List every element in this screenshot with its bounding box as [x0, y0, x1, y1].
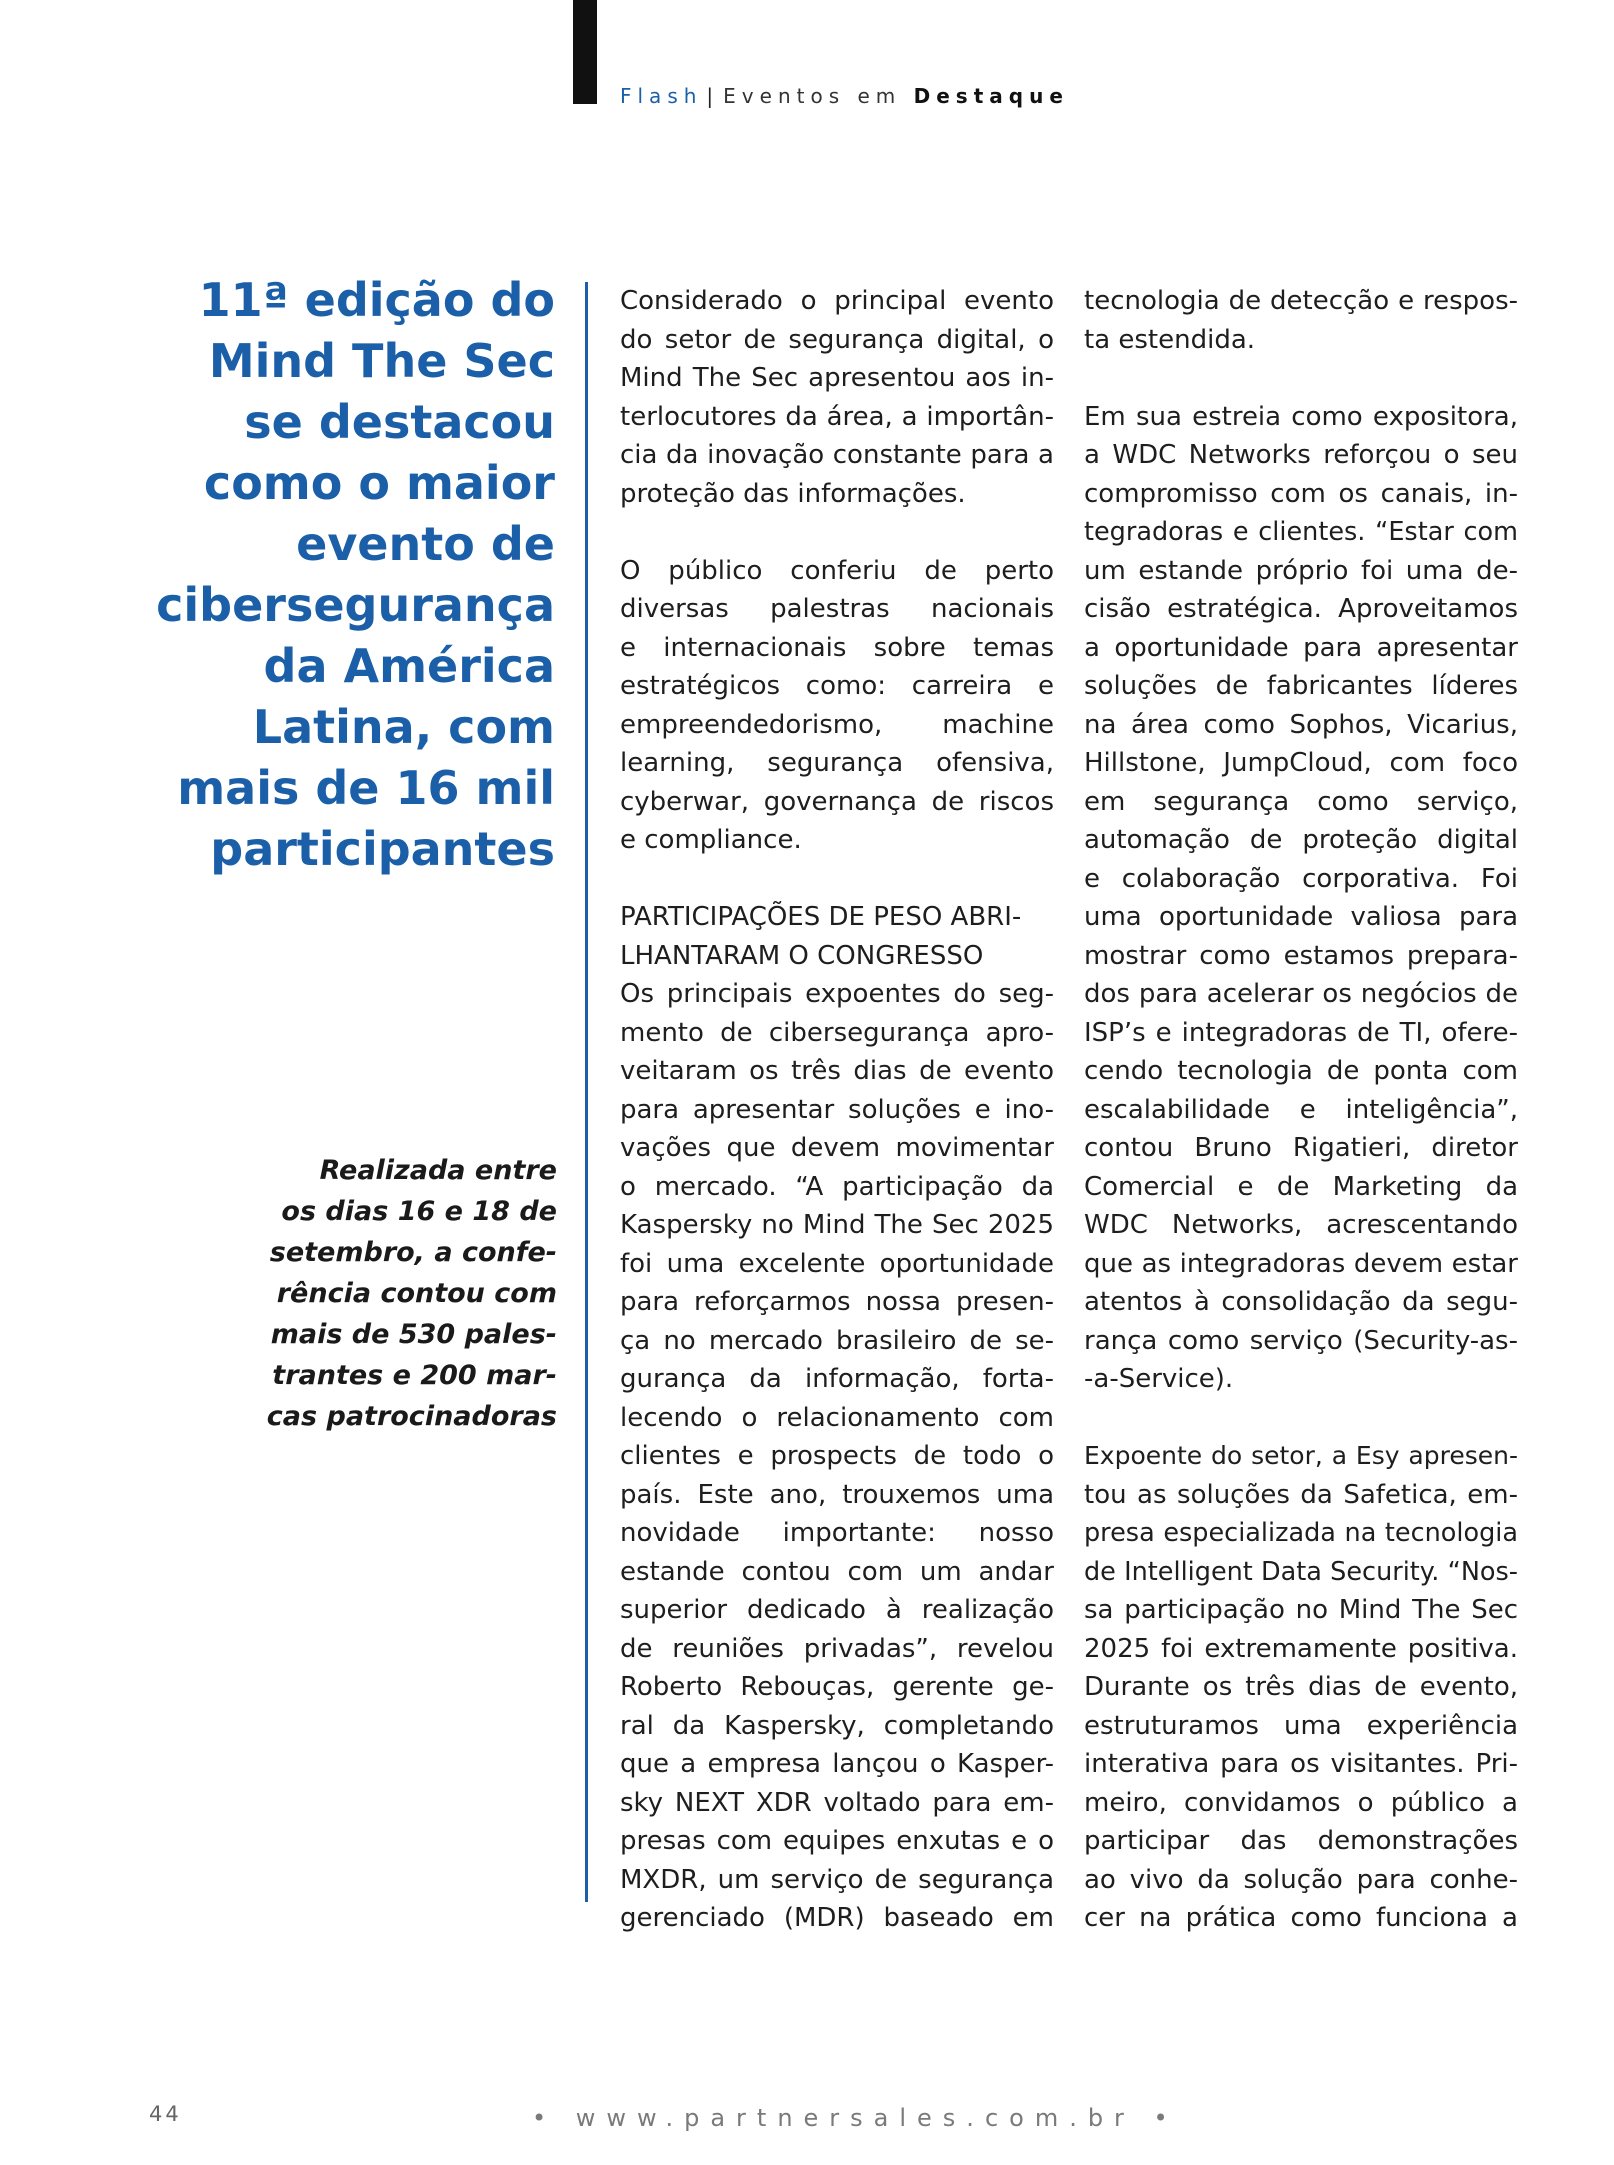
- text-line: veitaram os três dias de evento: [620, 1056, 1054, 1086]
- text-line: ral da Kaspersky, completando: [620, 1710, 1054, 1741]
- blurb-line: rência contou com: [276, 1278, 557, 1309]
- headline-line: se destacou: [244, 395, 555, 449]
- text-line: cyberwar, governança de riscos: [620, 786, 1054, 817]
- article-headline: [150, 270, 555, 880]
- text-line: na área como Sophos, Vicarius,: [1084, 709, 1518, 740]
- headline-line: como o maior: [203, 456, 555, 510]
- text-line: compromisso com os canais, in-: [1084, 478, 1518, 509]
- text-line: tou as soluções da Safetica, em-: [1084, 1479, 1518, 1510]
- footer-website: • www.partnersales.com.br •: [532, 2104, 1179, 2132]
- text-line: estruturamos uma experiência: [1084, 1710, 1518, 1741]
- text-line: um estande próprio foi uma de-: [1084, 555, 1518, 586]
- paragraph: [1084, 398, 1518, 1399]
- text-line: proteção das informações.: [620, 478, 966, 509]
- text-line: empreendedorismo, machine: [620, 709, 1054, 740]
- section-label: Flash: [620, 84, 703, 108]
- headline-line: mais de 16 mil: [177, 761, 555, 815]
- text-line: Kaspersky no Mind The Sec 2025: [620, 1210, 1054, 1240]
- text-line: clientes e prospects de todo o: [620, 1441, 1054, 1471]
- body-column-left: [620, 282, 1054, 1976]
- subheading-line: PARTICIPAÇÕES DE PESO ABRI-: [620, 902, 1022, 932]
- section-separator: |: [706, 84, 720, 108]
- section-header: [620, 84, 1069, 108]
- blurb-line: trantes e 200 mar-: [272, 1360, 557, 1391]
- text-line: presa especializada na tecnologia: [1084, 1518, 1518, 1548]
- text-line: para reforçarmos nossa presen-: [620, 1287, 1054, 1317]
- headline-line: Mind The Sec: [208, 334, 555, 388]
- text-line: ta estendida.: [1084, 324, 1256, 355]
- text-line: dos para acelerar os negócios de: [1084, 979, 1518, 1009]
- text-line: mostrar como estamos prepara-: [1084, 940, 1518, 971]
- text-line: presas com equipes enxutas e o: [620, 1826, 1054, 1856]
- text-line: contou Bruno Rigatieri, diretor: [1084, 1133, 1518, 1163]
- paragraph: [620, 975, 1054, 1938]
- text-line: Durante os três dias de evento,: [1084, 1672, 1518, 1702]
- subheading: [620, 898, 1054, 975]
- blurb-line: cas patrocinadoras: [266, 1401, 557, 1432]
- text-line: foi uma excelente oportunidade: [620, 1248, 1054, 1279]
- text-line: Expoente do setor, a Esy apresen-: [1084, 1441, 1518, 1470]
- text-line: Mind The Sec apresentou aos in-: [620, 363, 1054, 393]
- text-line: WDC Networks, acrescentando: [1084, 1210, 1518, 1240]
- blurb-line: Realizada entre: [319, 1155, 557, 1186]
- text-line: cer na prática como funciona a: [1084, 1903, 1518, 1933]
- text-line: atentos à consolidação da segu-: [1084, 1287, 1518, 1317]
- text-line: país. Este ano, trouxemos uma: [620, 1479, 1054, 1510]
- text-line: cia da inovação constante para a: [620, 440, 1054, 470]
- text-line: sky NEXT XDR voltado para em-: [620, 1787, 1054, 1818]
- text-line: interativa para os visitantes. Pri-: [1084, 1749, 1518, 1779]
- text-line: Considerado o principal evento: [620, 286, 1054, 316]
- text-line: de reuniões privadas”, revelou: [620, 1633, 1054, 1664]
- text-line: novidade importante: nosso: [620, 1518, 1054, 1548]
- text-line: estande contou com um andar: [620, 1556, 1054, 1587]
- text-line: cendo tecnologia de ponta com: [1084, 1056, 1518, 1086]
- text-line: e colaboração corporativa. Foi: [1084, 863, 1518, 894]
- text-line: rança como serviço (Security-as-: [1084, 1325, 1518, 1356]
- text-line: ça no mercado brasileiro de se-: [620, 1325, 1054, 1356]
- text-line: -a-Service).: [1084, 1364, 1234, 1394]
- text-line: Comercial e de Marketing da: [1084, 1171, 1518, 1202]
- text-line: Em sua estreia como expositora,: [1084, 401, 1518, 432]
- text-line: meiro, convidamos o público a: [1084, 1787, 1518, 1818]
- text-line: 2025 foi extremamente positiva.: [1084, 1633, 1518, 1664]
- text-line: para apresentar soluções e ino-: [620, 1094, 1054, 1125]
- headline-line: cibersegurança: [156, 578, 555, 632]
- text-line: em segurança como serviço,: [1084, 786, 1518, 817]
- text-line: tecnologia de detecção e respos-: [1084, 286, 1518, 316]
- text-line: soluções de fabricantes líderes: [1084, 671, 1518, 701]
- text-line: do setor de segurança digital, o: [620, 324, 1054, 355]
- text-line: gerenciado (MDR) baseado em: [620, 1903, 1054, 1933]
- blurb-line: os dias 16 e 18 de: [281, 1196, 557, 1227]
- text-line: Roberto Rebouças, gerente ge-: [620, 1672, 1054, 1702]
- paragraph: [1084, 282, 1518, 359]
- text-line: que as integradoras devem estar: [1084, 1248, 1518, 1279]
- text-line: vações que devem movimentar: [620, 1133, 1054, 1163]
- text-line: ao vivo da solução para conhe-: [1084, 1864, 1518, 1895]
- text-line: e compliance.: [620, 825, 802, 855]
- blurb-line: mais de 530 pales-: [270, 1319, 557, 1350]
- article-blurb: [240, 1150, 557, 1437]
- text-line: lecendo o relacionamento com: [620, 1402, 1054, 1433]
- headline-line: evento de: [296, 517, 555, 571]
- headline-line: 11ª edição do: [198, 273, 555, 327]
- subheading-line: LHANTARAM O CONGRESSO: [620, 940, 984, 971]
- blurb-line: setembro, a confe-: [269, 1237, 557, 1268]
- text-line: ISP’s e integradoras de TI, ofere-: [1084, 1017, 1518, 1048]
- page-number: 44: [149, 2102, 182, 2126]
- text-line: escalabilidade e inteligência”,: [1084, 1094, 1518, 1125]
- text-line: participar das demonstrações: [1084, 1826, 1518, 1856]
- text-line: superior dedicado à realização: [620, 1595, 1054, 1625]
- text-line: automação de proteção digital: [1084, 825, 1518, 855]
- text-line: MXDR, um serviço de segurança: [620, 1864, 1054, 1895]
- header-black-bar: [573, 0, 597, 104]
- text-line: Hillstone, JumpCloud, com foco: [1084, 748, 1518, 778]
- headline-line: da América: [263, 639, 555, 693]
- text-line: o mercado. “A participação da: [620, 1171, 1054, 1202]
- text-line: uma oportunidade valiosa para: [1084, 902, 1518, 932]
- section-prefix: Eventos em: [723, 84, 902, 108]
- paragraph: [1084, 1437, 1518, 1938]
- section-emphasis: Destaque: [913, 84, 1069, 108]
- text-line: learning, segurança ofensiva,: [620, 748, 1054, 778]
- text-line: e internacionais sobre temas: [620, 632, 1054, 663]
- headline-line: participantes: [210, 822, 555, 876]
- headline-line: Latina, com: [252, 700, 555, 754]
- text-line: diversas palestras nacionais: [620, 594, 1054, 624]
- text-line: estratégicos como: carreira e: [620, 671, 1054, 701]
- paragraph: [620, 282, 1054, 513]
- text-line: mento de cibersegurança apro-: [620, 1017, 1054, 1048]
- text-line: cisão estratégica. Aproveitamos: [1084, 594, 1518, 624]
- body-column-right: [1084, 282, 1518, 1976]
- text-line: O público conferiu de perto: [620, 555, 1054, 586]
- text-line: que a empresa lançou o Kasper-: [620, 1749, 1054, 1779]
- paragraph: [620, 552, 1054, 860]
- text-line: tegradoras e clientes. “Estar com: [1084, 517, 1518, 547]
- text-line: sa participação no Mind The Sec: [1084, 1595, 1518, 1625]
- text-line: a oportunidade para apresentar: [1084, 632, 1518, 663]
- text-line: de Intelligent Data Security. “Nos-: [1084, 1556, 1518, 1587]
- text-line: gurança da informação, forta-: [620, 1364, 1054, 1394]
- text-line: Os principais expoentes do seg-: [620, 979, 1054, 1009]
- text-line: a WDC Networks reforçou o seu: [1084, 440, 1518, 470]
- text-line: terlocutores da área, a importân-: [620, 401, 1054, 432]
- column-divider: [585, 282, 588, 1902]
